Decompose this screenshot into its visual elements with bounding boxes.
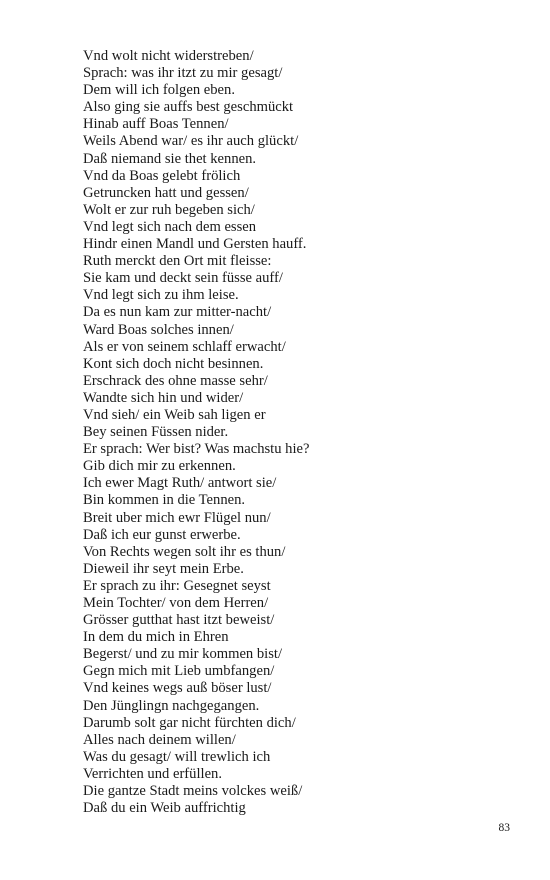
poem-line: Sprach: was ihr itzt zu mir gesagt/ [83,65,283,82]
poem-line: Als er von seinem schlaff erwacht/ [83,338,286,355]
poem-line: Kont sich doch nicht besinnen. [83,355,264,372]
poem-line: Von Rechts wegen solt ihr es thun/ [83,543,286,560]
poem-line: Daß ich eur gunst erwerbe. [83,526,241,543]
poem-line: Vnd legt sich nach dem essen [83,218,257,235]
poem-line: Begerst/ und zu mir kommen bist/ [83,646,283,663]
poem-line: Vnd legt sich zu ihm leise. [83,287,239,304]
poem-line: Breit uber mich ewr Flügel nun/ [83,509,271,526]
poem-line: Vnd da Boas gelebt frölich [83,167,241,184]
page-number: 83 [498,822,510,834]
poem-line: Vnd keines wegs auß böser lust/ [83,680,272,697]
poem-line: Weils Abend war/ es ihr auch glückt/ [83,133,299,150]
poem-line: Da es nun kam zur mitter-nacht/ [83,304,272,321]
poem-line: Er sprach zu ihr: Gesegnet seyst [83,577,271,594]
poem-line: Hinab auff Boas Tennen/ [83,116,229,133]
poem-line: Grösser gutthat hast itzt beweist/ [83,612,275,629]
poem-line: Vnd wolt nicht widerstreben/ [83,48,254,64]
poem-line: Gegn mich mit Lieb umbfangen/ [83,663,275,680]
poem-line: Die gantze Stadt meins volckes weiß/ [83,783,303,800]
poem-line: Dieweil ihr seyt mein Erbe. [83,560,244,577]
poem-line: In dem du mich in Ehren [83,629,229,646]
poem-line: Er sprach: Wer bist? Was machstu hie? [83,441,310,458]
poem-text-block [83,48,310,817]
poem-line: Wolt er zur ruh begeben sich/ [83,201,255,218]
poem-line: Vnd sieh/ ein Weib sah ligen er [83,406,266,423]
poem-line: Ich ewer Magt Ruth/ antwort sie/ [83,475,277,492]
poem-line: Was du gesagt/ will trewlich ich [83,748,271,765]
poem-line: Verrichten und erfüllen. [83,765,222,782]
poem-line: Bey seinen Füssen nider. [83,424,229,441]
poem-line: Also ging sie auffs best geschmückt [83,99,294,116]
poem-line: Ward Boas solches innen/ [83,321,234,338]
poem-line: Erschrack des ohne masse sehr/ [83,372,268,389]
poem-line: Alles nach deinem willen/ [83,731,236,748]
poem-line: Daß niemand sie thet kennen. [83,150,257,167]
poem-line: Daß du ein Weib auffrichtig [83,800,246,817]
poem-line: Gib dich mir zu erkennen. [83,458,236,475]
poem-line: Dem will ich folgen eben. [83,82,235,99]
poem-line: Darumb solt gar nicht fürchten dich/ [83,714,296,731]
poem-line: Ruth merckt den Ort mit fleisse: [83,253,272,270]
poem-line: Mein Tochter/ von dem Herren/ [83,595,269,611]
poem-line: Sie kam und deckt sein füsse auff/ [83,270,283,287]
poem-line: Getruncken hatt und gessen/ [83,184,249,201]
poem-line: Wandte sich hin und wider/ [83,389,244,406]
poem-line: Bin kommen in die Tennen. [83,492,246,509]
poem-line: Hindr einen Mandl und Gersten hauff. [83,236,307,253]
poem-line: Den Jünglingn nachgegangen. [83,697,260,714]
